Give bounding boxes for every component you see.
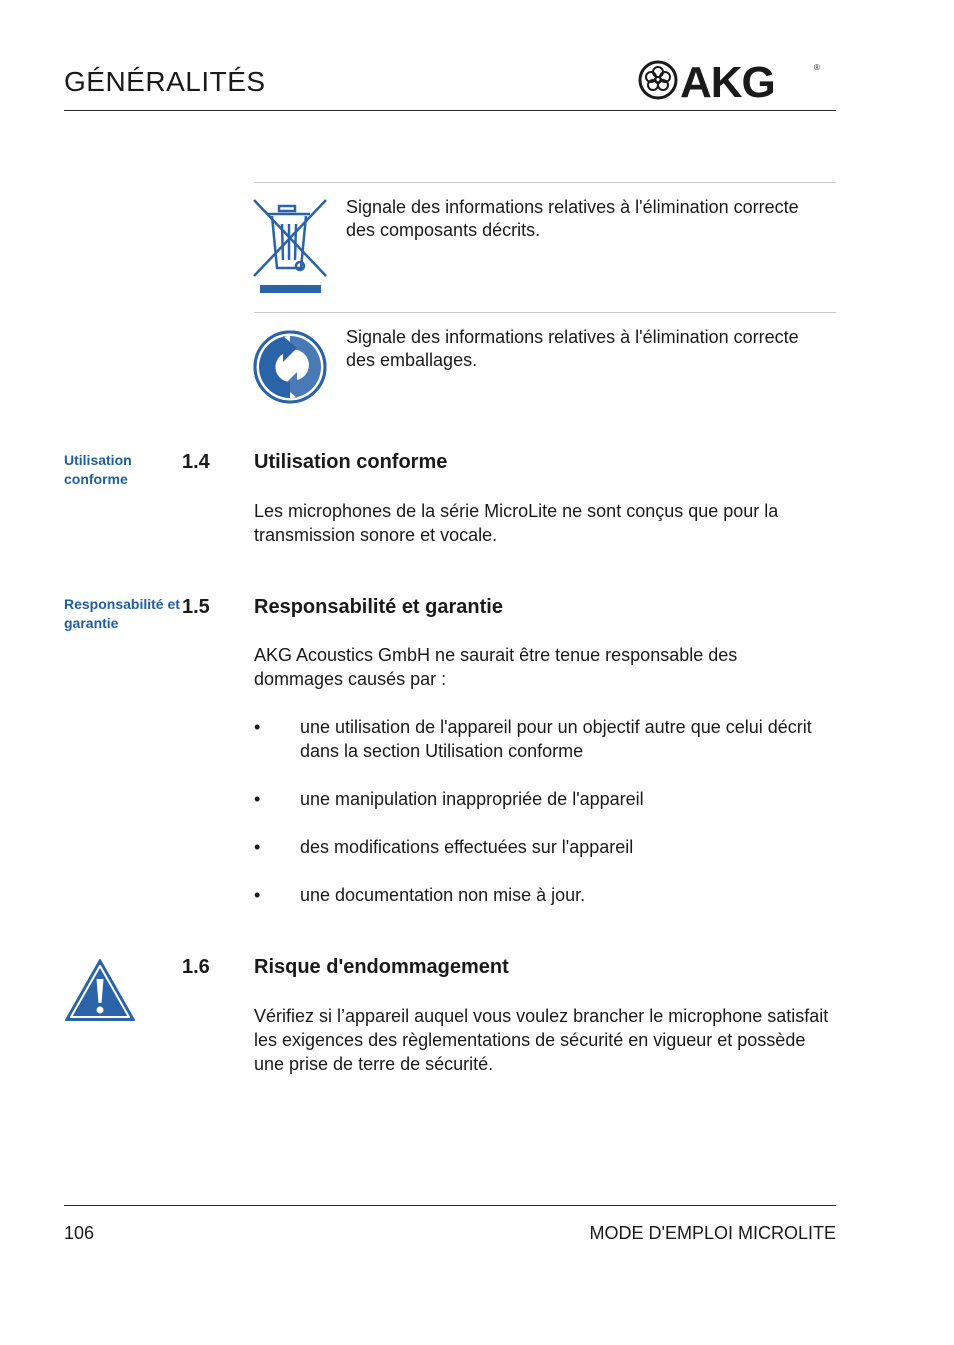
section-body: Les microphones de la série MicroLite ne sont conçus que pour la transmission sonore et vocale. [254, 501, 779, 545]
green-dot-description: Signale des informations relatives à l'élimination correcte des emballages. [346, 327, 799, 370]
icon-row-divider [254, 312, 836, 313]
green-dot-icon [253, 330, 327, 404]
weee-bin-icon [252, 198, 328, 296]
footer-rule [64, 1205, 836, 1206]
bullet-item: une utilisation de l'appareil pour un objectif autre que celui décrit dans la section Utilisation conforme [300, 717, 812, 761]
section-number: 1.5 [182, 596, 210, 618]
svg-text:®: ® [814, 63, 820, 72]
warning-triangle-icon [63, 957, 137, 1023]
icon-row-divider [254, 182, 836, 183]
bullet-dot: • [254, 885, 261, 905]
logo-wordmark: AKG [680, 58, 775, 102]
section-title: Risque d'endommagement [254, 956, 509, 978]
section-body: Vérifiez si l’appareil auquel vous voulez brancher le microphone satisfait les exigences des règlementations de sécurité en vigueur et possède une prise de terre de sécurité. [254, 1006, 829, 1074]
section-number: 1.6 [182, 956, 210, 978]
bullet-dot: • [254, 717, 261, 737]
side-label-liability: Responsabilité et garantie [64, 596, 180, 631]
akg-logo [638, 58, 822, 102]
side-label-usage: Utilisation conforme [64, 452, 132, 487]
page-number: 106 [64, 1223, 95, 1243]
bullet-item: une manipulation inappropriée de l'appareil [300, 789, 644, 809]
footer-doc-title: MODE D'EMPLOI MICROLITE [589, 1223, 836, 1243]
section-title: Responsabilité et garantie [254, 596, 503, 618]
header-rule [64, 110, 836, 111]
section-body: AKG Acoustics GmbH ne saurait être tenue responsable des dommages causés par : [254, 645, 738, 689]
section-title: Utilisation conforme [254, 451, 448, 473]
bullet-dot: • [254, 837, 261, 857]
section-number: 1.4 [182, 451, 210, 473]
page-title: GÉNÉRALITÉS [64, 66, 266, 97]
bullet-dot: • [254, 789, 261, 809]
weee-description: Signale des informations relatives à l'élimination correcte des composants décrits. [346, 197, 799, 240]
bullet-item: une documentation non mise à jour. [300, 885, 586, 905]
bullet-item: des modifications effectuées sur l'appareil [300, 837, 634, 857]
